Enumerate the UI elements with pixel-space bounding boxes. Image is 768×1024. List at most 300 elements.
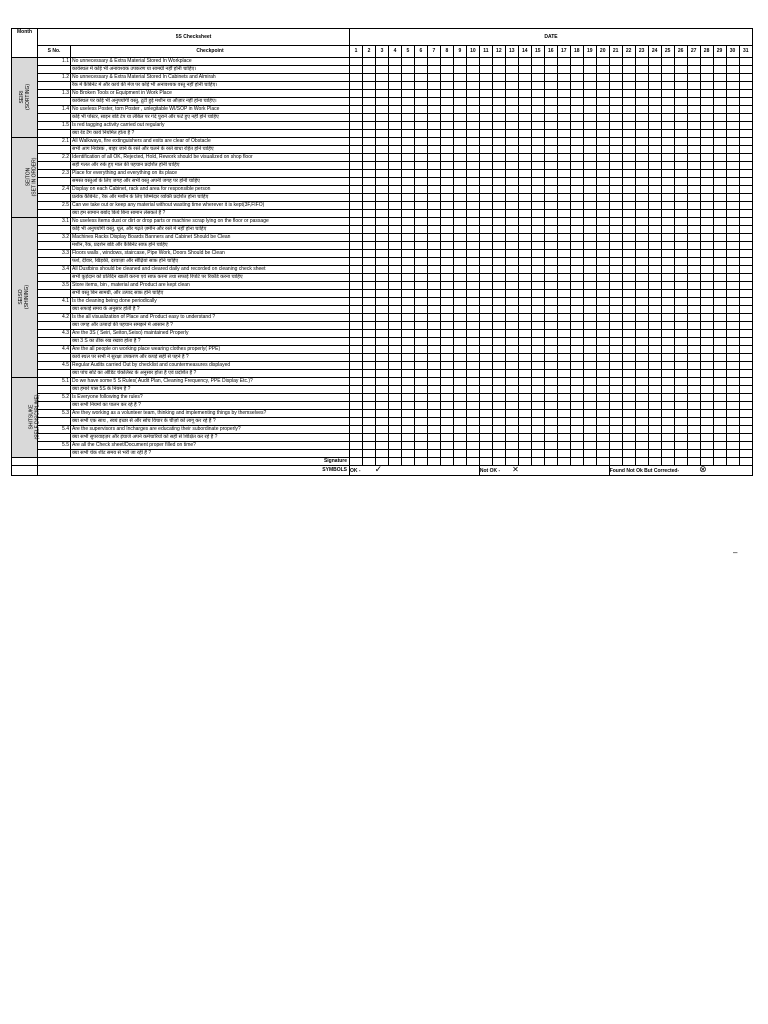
check-cell[interactable] <box>583 338 596 346</box>
check-cell[interactable] <box>414 386 427 394</box>
check-cell[interactable] <box>350 178 363 186</box>
check-cell[interactable] <box>388 58 401 66</box>
check-cell[interactable] <box>596 362 609 370</box>
check-cell[interactable] <box>583 82 596 90</box>
check-cell[interactable] <box>622 226 635 234</box>
check-cell[interactable] <box>648 178 661 186</box>
check-cell[interactable] <box>635 58 648 66</box>
check-cell[interactable] <box>440 402 453 410</box>
check-cell[interactable] <box>350 90 363 98</box>
check-cell[interactable] <box>479 218 492 226</box>
check-cell[interactable] <box>557 266 570 274</box>
check-cell[interactable] <box>363 194 376 202</box>
check-cell[interactable] <box>687 354 700 362</box>
check-cell[interactable] <box>388 274 401 282</box>
check-cell[interactable] <box>726 410 739 418</box>
check-cell[interactable] <box>440 242 453 250</box>
check-cell[interactable] <box>531 418 544 426</box>
check-cell[interactable] <box>479 402 492 410</box>
check-cell[interactable] <box>700 98 713 106</box>
check-cell[interactable] <box>687 378 700 386</box>
check-cell[interactable] <box>518 122 531 130</box>
check-cell[interactable] <box>453 298 466 306</box>
check-cell[interactable] <box>726 402 739 410</box>
check-cell[interactable] <box>375 306 388 314</box>
check-cell[interactable] <box>635 170 648 178</box>
check-cell[interactable] <box>687 194 700 202</box>
check-cell[interactable] <box>635 370 648 378</box>
check-cell[interactable] <box>531 98 544 106</box>
check-cell[interactable] <box>440 58 453 66</box>
check-cell[interactable] <box>700 122 713 130</box>
check-cell[interactable] <box>388 202 401 210</box>
check-cell[interactable] <box>427 402 440 410</box>
check-cell[interactable] <box>531 298 544 306</box>
check-cell[interactable] <box>674 82 687 90</box>
check-cell[interactable] <box>700 282 713 290</box>
check-cell[interactable] <box>700 370 713 378</box>
check-cell[interactable] <box>648 298 661 306</box>
check-cell[interactable] <box>739 450 752 458</box>
check-cell[interactable] <box>596 58 609 66</box>
check-cell[interactable] <box>492 306 505 314</box>
check-cell[interactable] <box>479 146 492 154</box>
check-cell[interactable] <box>479 354 492 362</box>
check-cell[interactable] <box>674 314 687 322</box>
check-cell[interactable] <box>401 298 414 306</box>
check-cell[interactable] <box>427 410 440 418</box>
check-cell[interactable] <box>687 186 700 194</box>
check-cell[interactable] <box>350 74 363 82</box>
check-cell[interactable] <box>492 314 505 322</box>
check-cell[interactable] <box>609 106 622 114</box>
check-cell[interactable] <box>713 370 726 378</box>
check-cell[interactable] <box>401 434 414 442</box>
check-cell[interactable] <box>739 194 752 202</box>
check-cell[interactable] <box>350 386 363 394</box>
check-cell[interactable] <box>388 354 401 362</box>
check-cell[interactable] <box>700 362 713 370</box>
check-cell[interactable] <box>583 386 596 394</box>
check-cell[interactable] <box>505 74 518 82</box>
check-cell[interactable] <box>479 306 492 314</box>
check-cell[interactable] <box>635 74 648 82</box>
signature-cell[interactable] <box>557 458 570 466</box>
check-cell[interactable] <box>427 258 440 266</box>
check-cell[interactable] <box>466 274 479 282</box>
check-cell[interactable] <box>583 90 596 98</box>
check-cell[interactable] <box>739 138 752 146</box>
check-cell[interactable] <box>661 242 674 250</box>
check-cell[interactable] <box>505 370 518 378</box>
check-cell[interactable] <box>544 298 557 306</box>
check-cell[interactable] <box>492 114 505 122</box>
check-cell[interactable] <box>648 58 661 66</box>
check-cell[interactable] <box>363 378 376 386</box>
check-cell[interactable] <box>531 442 544 450</box>
check-cell[interactable] <box>726 378 739 386</box>
check-cell[interactable] <box>687 274 700 282</box>
check-cell[interactable] <box>350 266 363 274</box>
check-cell[interactable] <box>609 386 622 394</box>
check-cell[interactable] <box>414 322 427 330</box>
check-cell[interactable] <box>427 450 440 458</box>
check-cell[interactable] <box>401 266 414 274</box>
check-cell[interactable] <box>453 346 466 354</box>
check-cell[interactable] <box>544 114 557 122</box>
check-cell[interactable] <box>687 330 700 338</box>
check-cell[interactable] <box>466 210 479 218</box>
check-cell[interactable] <box>622 402 635 410</box>
check-cell[interactable] <box>466 82 479 90</box>
check-cell[interactable] <box>557 314 570 322</box>
check-cell[interactable] <box>492 410 505 418</box>
check-cell[interactable] <box>596 114 609 122</box>
check-cell[interactable] <box>583 98 596 106</box>
check-cell[interactable] <box>518 338 531 346</box>
check-cell[interactable] <box>531 274 544 282</box>
check-cell[interactable] <box>648 370 661 378</box>
check-cell[interactable] <box>609 98 622 106</box>
check-cell[interactable] <box>596 386 609 394</box>
check-cell[interactable] <box>557 154 570 162</box>
check-cell[interactable] <box>687 266 700 274</box>
check-cell[interactable] <box>739 242 752 250</box>
check-cell[interactable] <box>687 234 700 242</box>
check-cell[interactable] <box>492 290 505 298</box>
check-cell[interactable] <box>505 114 518 122</box>
check-cell[interactable] <box>739 170 752 178</box>
check-cell[interactable] <box>453 162 466 170</box>
check-cell[interactable] <box>427 218 440 226</box>
check-cell[interactable] <box>453 330 466 338</box>
check-cell[interactable] <box>687 338 700 346</box>
check-cell[interactable] <box>531 338 544 346</box>
check-cell[interactable] <box>557 298 570 306</box>
check-cell[interactable] <box>635 194 648 202</box>
check-cell[interactable] <box>375 130 388 138</box>
check-cell[interactable] <box>350 362 363 370</box>
check-cell[interactable] <box>713 114 726 122</box>
check-cell[interactable] <box>622 154 635 162</box>
check-cell[interactable] <box>440 186 453 194</box>
check-cell[interactable] <box>557 98 570 106</box>
check-cell[interactable] <box>700 266 713 274</box>
signature-cell[interactable] <box>648 458 661 466</box>
check-cell[interactable] <box>427 322 440 330</box>
check-cell[interactable] <box>492 402 505 410</box>
check-cell[interactable] <box>401 378 414 386</box>
check-cell[interactable] <box>635 162 648 170</box>
signature-cell[interactable] <box>466 458 479 466</box>
check-cell[interactable] <box>414 114 427 122</box>
check-cell[interactable] <box>375 410 388 418</box>
check-cell[interactable] <box>635 66 648 74</box>
check-cell[interactable] <box>674 450 687 458</box>
check-cell[interactable] <box>739 330 752 338</box>
check-cell[interactable] <box>544 378 557 386</box>
check-cell[interactable] <box>492 242 505 250</box>
check-cell[interactable] <box>700 426 713 434</box>
check-cell[interactable] <box>648 130 661 138</box>
check-cell[interactable] <box>674 234 687 242</box>
check-cell[interactable] <box>739 418 752 426</box>
check-cell[interactable] <box>401 202 414 210</box>
check-cell[interactable] <box>518 410 531 418</box>
check-cell[interactable] <box>583 154 596 162</box>
check-cell[interactable] <box>531 410 544 418</box>
check-cell[interactable] <box>609 434 622 442</box>
check-cell[interactable] <box>388 346 401 354</box>
check-cell[interactable] <box>635 394 648 402</box>
check-cell[interactable] <box>466 346 479 354</box>
check-cell[interactable] <box>596 138 609 146</box>
check-cell[interactable] <box>479 194 492 202</box>
check-cell[interactable] <box>440 322 453 330</box>
check-cell[interactable] <box>466 90 479 98</box>
check-cell[interactable] <box>388 362 401 370</box>
check-cell[interactable] <box>479 378 492 386</box>
check-cell[interactable] <box>544 370 557 378</box>
check-cell[interactable] <box>388 90 401 98</box>
check-cell[interactable] <box>687 314 700 322</box>
check-cell[interactable] <box>726 282 739 290</box>
check-cell[interactable] <box>726 154 739 162</box>
check-cell[interactable] <box>544 450 557 458</box>
check-cell[interactable] <box>570 138 583 146</box>
check-cell[interactable] <box>479 274 492 282</box>
check-cell[interactable] <box>440 306 453 314</box>
check-cell[interactable] <box>518 146 531 154</box>
check-cell[interactable] <box>687 170 700 178</box>
check-cell[interactable] <box>492 234 505 242</box>
check-cell[interactable] <box>726 242 739 250</box>
check-cell[interactable] <box>713 202 726 210</box>
check-cell[interactable] <box>505 402 518 410</box>
check-cell[interactable] <box>505 282 518 290</box>
check-cell[interactable] <box>726 450 739 458</box>
check-cell[interactable] <box>700 218 713 226</box>
check-cell[interactable] <box>661 266 674 274</box>
check-cell[interactable] <box>609 298 622 306</box>
check-cell[interactable] <box>557 322 570 330</box>
check-cell[interactable] <box>648 242 661 250</box>
check-cell[interactable] <box>363 154 376 162</box>
check-cell[interactable] <box>414 362 427 370</box>
check-cell[interactable] <box>531 362 544 370</box>
check-cell[interactable] <box>401 426 414 434</box>
check-cell[interactable] <box>726 82 739 90</box>
check-cell[interactable] <box>583 66 596 74</box>
check-cell[interactable] <box>453 130 466 138</box>
check-cell[interactable] <box>350 154 363 162</box>
check-cell[interactable] <box>674 394 687 402</box>
check-cell[interactable] <box>466 378 479 386</box>
check-cell[interactable] <box>609 146 622 154</box>
check-cell[interactable] <box>427 338 440 346</box>
check-cell[interactable] <box>713 178 726 186</box>
check-cell[interactable] <box>622 210 635 218</box>
check-cell[interactable] <box>713 218 726 226</box>
check-cell[interactable] <box>350 226 363 234</box>
check-cell[interactable] <box>726 362 739 370</box>
check-cell[interactable] <box>557 274 570 282</box>
check-cell[interactable] <box>440 362 453 370</box>
check-cell[interactable] <box>531 402 544 410</box>
check-cell[interactable] <box>414 434 427 442</box>
check-cell[interactable] <box>570 346 583 354</box>
check-cell[interactable] <box>531 122 544 130</box>
check-cell[interactable] <box>505 90 518 98</box>
check-cell[interactable] <box>726 258 739 266</box>
check-cell[interactable] <box>700 338 713 346</box>
check-cell[interactable] <box>375 114 388 122</box>
check-cell[interactable] <box>466 362 479 370</box>
check-cell[interactable] <box>609 394 622 402</box>
check-cell[interactable] <box>531 226 544 234</box>
check-cell[interactable] <box>700 66 713 74</box>
check-cell[interactable] <box>648 154 661 162</box>
check-cell[interactable] <box>453 226 466 234</box>
check-cell[interactable] <box>674 186 687 194</box>
check-cell[interactable] <box>700 346 713 354</box>
check-cell[interactable] <box>622 394 635 402</box>
check-cell[interactable] <box>700 410 713 418</box>
check-cell[interactable] <box>427 442 440 450</box>
check-cell[interactable] <box>557 74 570 82</box>
check-cell[interactable] <box>466 442 479 450</box>
check-cell[interactable] <box>544 274 557 282</box>
check-cell[interactable] <box>363 98 376 106</box>
signature-cell[interactable] <box>726 458 739 466</box>
check-cell[interactable] <box>440 314 453 322</box>
check-cell[interactable] <box>557 82 570 90</box>
check-cell[interactable] <box>505 442 518 450</box>
check-cell[interactable] <box>622 330 635 338</box>
check-cell[interactable] <box>518 314 531 322</box>
check-cell[interactable] <box>350 202 363 210</box>
check-cell[interactable] <box>635 442 648 450</box>
check-cell[interactable] <box>414 410 427 418</box>
check-cell[interactable] <box>687 66 700 74</box>
check-cell[interactable] <box>440 410 453 418</box>
check-cell[interactable] <box>427 418 440 426</box>
check-cell[interactable] <box>375 170 388 178</box>
check-cell[interactable] <box>388 394 401 402</box>
check-cell[interactable] <box>531 146 544 154</box>
check-cell[interactable] <box>414 58 427 66</box>
check-cell[interactable] <box>700 250 713 258</box>
check-cell[interactable] <box>479 346 492 354</box>
check-cell[interactable] <box>414 74 427 82</box>
check-cell[interactable] <box>583 178 596 186</box>
check-cell[interactable] <box>635 122 648 130</box>
check-cell[interactable] <box>453 210 466 218</box>
check-cell[interactable] <box>479 226 492 234</box>
check-cell[interactable] <box>401 386 414 394</box>
check-cell[interactable] <box>544 410 557 418</box>
check-cell[interactable] <box>583 314 596 322</box>
check-cell[interactable] <box>583 170 596 178</box>
check-cell[interactable] <box>570 178 583 186</box>
check-cell[interactable] <box>570 114 583 122</box>
check-cell[interactable] <box>350 130 363 138</box>
check-cell[interactable] <box>466 306 479 314</box>
check-cell[interactable] <box>453 370 466 378</box>
check-cell[interactable] <box>363 410 376 418</box>
check-cell[interactable] <box>401 370 414 378</box>
check-cell[interactable] <box>492 418 505 426</box>
check-cell[interactable] <box>726 114 739 122</box>
check-cell[interactable] <box>674 194 687 202</box>
check-cell[interactable] <box>350 442 363 450</box>
check-cell[interactable] <box>427 250 440 258</box>
check-cell[interactable] <box>739 82 752 90</box>
check-cell[interactable] <box>414 122 427 130</box>
check-cell[interactable] <box>375 330 388 338</box>
check-cell[interactable] <box>557 338 570 346</box>
check-cell[interactable] <box>713 338 726 346</box>
check-cell[interactable] <box>713 138 726 146</box>
check-cell[interactable] <box>427 306 440 314</box>
check-cell[interactable] <box>570 154 583 162</box>
check-cell[interactable] <box>375 194 388 202</box>
check-cell[interactable] <box>544 394 557 402</box>
check-cell[interactable] <box>531 322 544 330</box>
check-cell[interactable] <box>596 266 609 274</box>
check-cell[interactable] <box>713 418 726 426</box>
check-cell[interactable] <box>531 354 544 362</box>
check-cell[interactable] <box>609 450 622 458</box>
check-cell[interactable] <box>635 98 648 106</box>
check-cell[interactable] <box>440 170 453 178</box>
check-cell[interactable] <box>453 274 466 282</box>
check-cell[interactable] <box>622 306 635 314</box>
check-cell[interactable] <box>388 250 401 258</box>
check-cell[interactable] <box>375 298 388 306</box>
check-cell[interactable] <box>700 354 713 362</box>
check-cell[interactable] <box>674 258 687 266</box>
check-cell[interactable] <box>648 186 661 194</box>
signature-cell[interactable] <box>713 458 726 466</box>
check-cell[interactable] <box>609 58 622 66</box>
check-cell[interactable] <box>350 346 363 354</box>
check-cell[interactable] <box>596 394 609 402</box>
check-cell[interactable] <box>453 122 466 130</box>
check-cell[interactable] <box>531 386 544 394</box>
check-cell[interactable] <box>440 426 453 434</box>
check-cell[interactable] <box>596 418 609 426</box>
check-cell[interactable] <box>414 66 427 74</box>
check-cell[interactable] <box>609 218 622 226</box>
check-cell[interactable] <box>583 274 596 282</box>
check-cell[interactable] <box>713 410 726 418</box>
check-cell[interactable] <box>505 106 518 114</box>
check-cell[interactable] <box>350 210 363 218</box>
check-cell[interactable] <box>375 146 388 154</box>
check-cell[interactable] <box>726 186 739 194</box>
check-cell[interactable] <box>622 346 635 354</box>
check-cell[interactable] <box>505 450 518 458</box>
check-cell[interactable] <box>466 338 479 346</box>
check-cell[interactable] <box>622 114 635 122</box>
check-cell[interactable] <box>726 98 739 106</box>
check-cell[interactable] <box>505 338 518 346</box>
check-cell[interactable] <box>674 226 687 234</box>
check-cell[interactable] <box>596 338 609 346</box>
check-cell[interactable] <box>453 338 466 346</box>
check-cell[interactable] <box>557 114 570 122</box>
